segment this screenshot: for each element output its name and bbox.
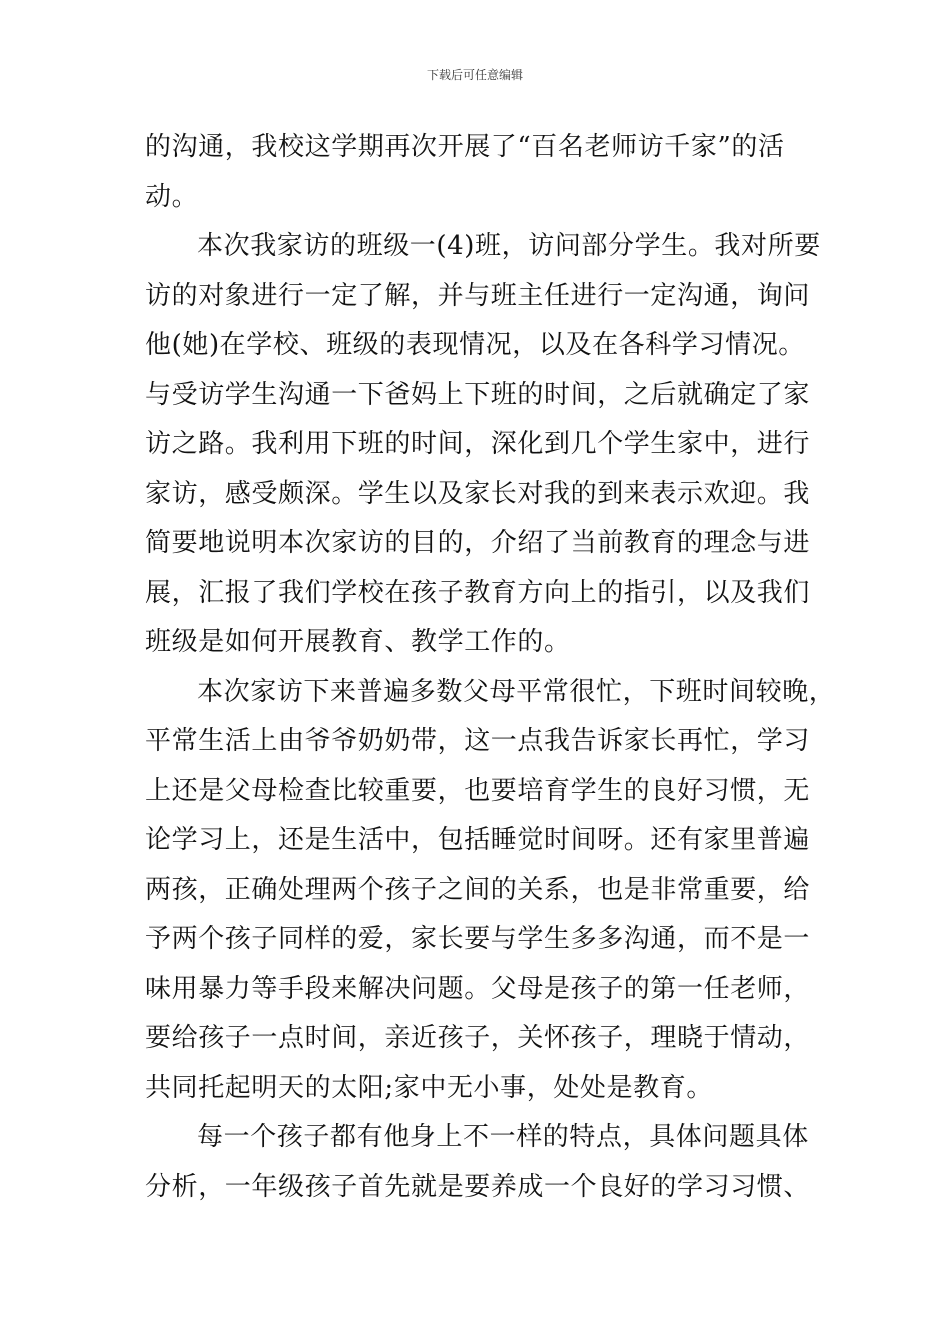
text-line: 访的对象进行一定了解，并与班主任进行一定沟通，询问 (145, 280, 811, 311)
text-line: 平常生活上由爷爷奶奶带，这一点我告诉家长再忙，学习 (145, 726, 811, 756)
text-line: 共同托起明天的太阳;家中无小事，处处是教育。 (145, 1072, 713, 1103)
page-header: 下载后可任意编辑 (426, 68, 523, 82)
text-line: 的沟通，我校这学期再次开展了“百名老师访千家”的活 (145, 132, 785, 162)
text-line: 每一个孩子都有他身上不一样的特点，具体问题具体 (197, 1122, 809, 1152)
document-body (145, 123, 836, 1212)
text-line: 动。 (145, 181, 199, 212)
text-line: 本次我家访的班级一(4)班，访问部分学生。我对所要 (197, 231, 821, 261)
text-line: 访之路。我利用下班的时间，深化到几个学生家中，进行 (145, 429, 811, 459)
text-line: 要给孩子一点时间，亲近孩子，关怀孩子，理晓于情动， (145, 1023, 811, 1053)
text-line: 分析，一年级孩子首先就是要养成一个良好的学习习惯、 (145, 1171, 811, 1202)
text-line: 与受访学生沟通一下爸妈上下班的时间，之后就确定了家 (145, 379, 811, 410)
text-line: 论学习上，还是生活中，包括睡觉时间呀。还有家里普遍 (145, 825, 811, 855)
text-line: 上还是父母检查比较重要，也要培育学生的良好习惯，无 (145, 775, 811, 806)
text-line: 家访，感受颇深。学生以及家长对我的到来表示欢迎。我 (145, 478, 811, 509)
text-line: 展，汇报了我们学校在孩子教育方向上的指引，以及我们 (145, 577, 811, 608)
text-line: 班级是如何开展教育、教学工作的。 (145, 627, 571, 657)
text-line: 味用暴力等手段来解决问题。父母是孩子的第一任老师， (145, 973, 811, 1004)
text-line: 他(她)在学校、班级的表现情况，以及在各科学习情况。 (145, 330, 805, 360)
text-line: 简要地说明本次家访的目的，介绍了当前教育的理念与进 (145, 528, 811, 558)
text-line: 两孩，正确处理两个孩子之间的关系，也是非常重要，给 (145, 874, 811, 905)
text-line: 予两个孩子同样的爱，家长要与学生多多沟通，而不是一 (145, 924, 811, 954)
text-line: 本次家访下来普遍多数父母平常很忙，下班时间较晚， (197, 676, 836, 707)
